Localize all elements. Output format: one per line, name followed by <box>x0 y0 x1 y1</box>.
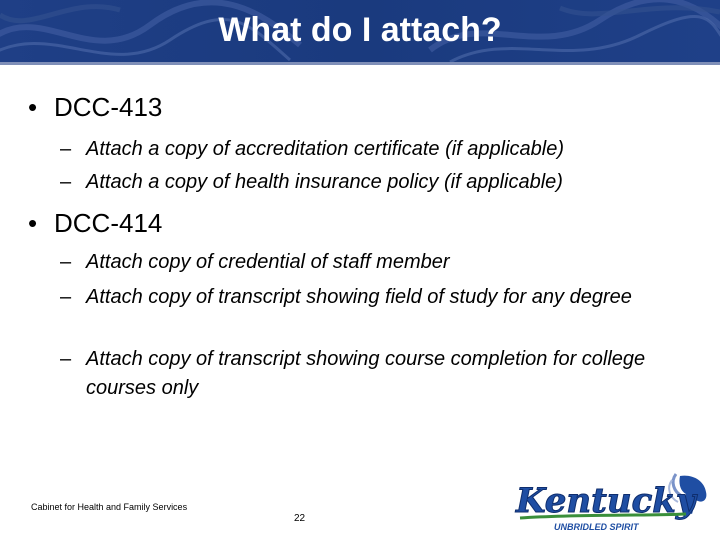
svg-text:Kentucky: Kentucky <box>516 481 696 521</box>
sub-bullet-item <box>60 345 690 403</box>
sub-bullet-item <box>60 135 700 164</box>
sub-bullet-text: Attach copy of transcript showing field of study for any degree <box>86 286 632 308</box>
section-heading: DCC-413 <box>54 92 163 122</box>
bullet-item-dcc-414 <box>28 208 162 238</box>
sub-bullet-item <box>60 283 680 312</box>
sub-bullet-text: Attach copy of transcript showing course completion for college courses only <box>86 348 646 399</box>
dash-glyph: – <box>60 138 72 160</box>
sub-bullet-text: Attach a copy of accreditation certificate (if applicable) <box>86 138 565 160</box>
bullet-glyph: • <box>28 208 38 238</box>
dash-glyph: – <box>60 348 72 370</box>
logo-tagline: UNBRIDLED SPIRIT <box>554 522 639 532</box>
sub-bullet-text: Attach a copy of health insurance policy (if applicable) <box>86 171 563 193</box>
bullet-glyph: • <box>28 92 38 122</box>
sub-bullet-text: Attach copy of credential of staff member <box>86 251 450 273</box>
title-banner <box>0 0 720 62</box>
slide-title: What do I attach? <box>218 11 502 49</box>
page-number: 22 <box>294 513 306 524</box>
bullet-item-dcc-413 <box>28 92 162 122</box>
footer-organization: Cabinet for Health and Family Services <box>31 502 188 512</box>
sub-bullet-item <box>60 248 700 277</box>
dash-glyph: – <box>60 251 72 273</box>
dash-glyph: – <box>60 286 72 308</box>
header-divider <box>0 62 720 65</box>
kentucky-logo <box>510 470 710 534</box>
sub-bullet-item <box>60 168 700 197</box>
section-heading: DCC-414 <box>54 208 163 238</box>
dash-glyph: – <box>60 171 72 193</box>
